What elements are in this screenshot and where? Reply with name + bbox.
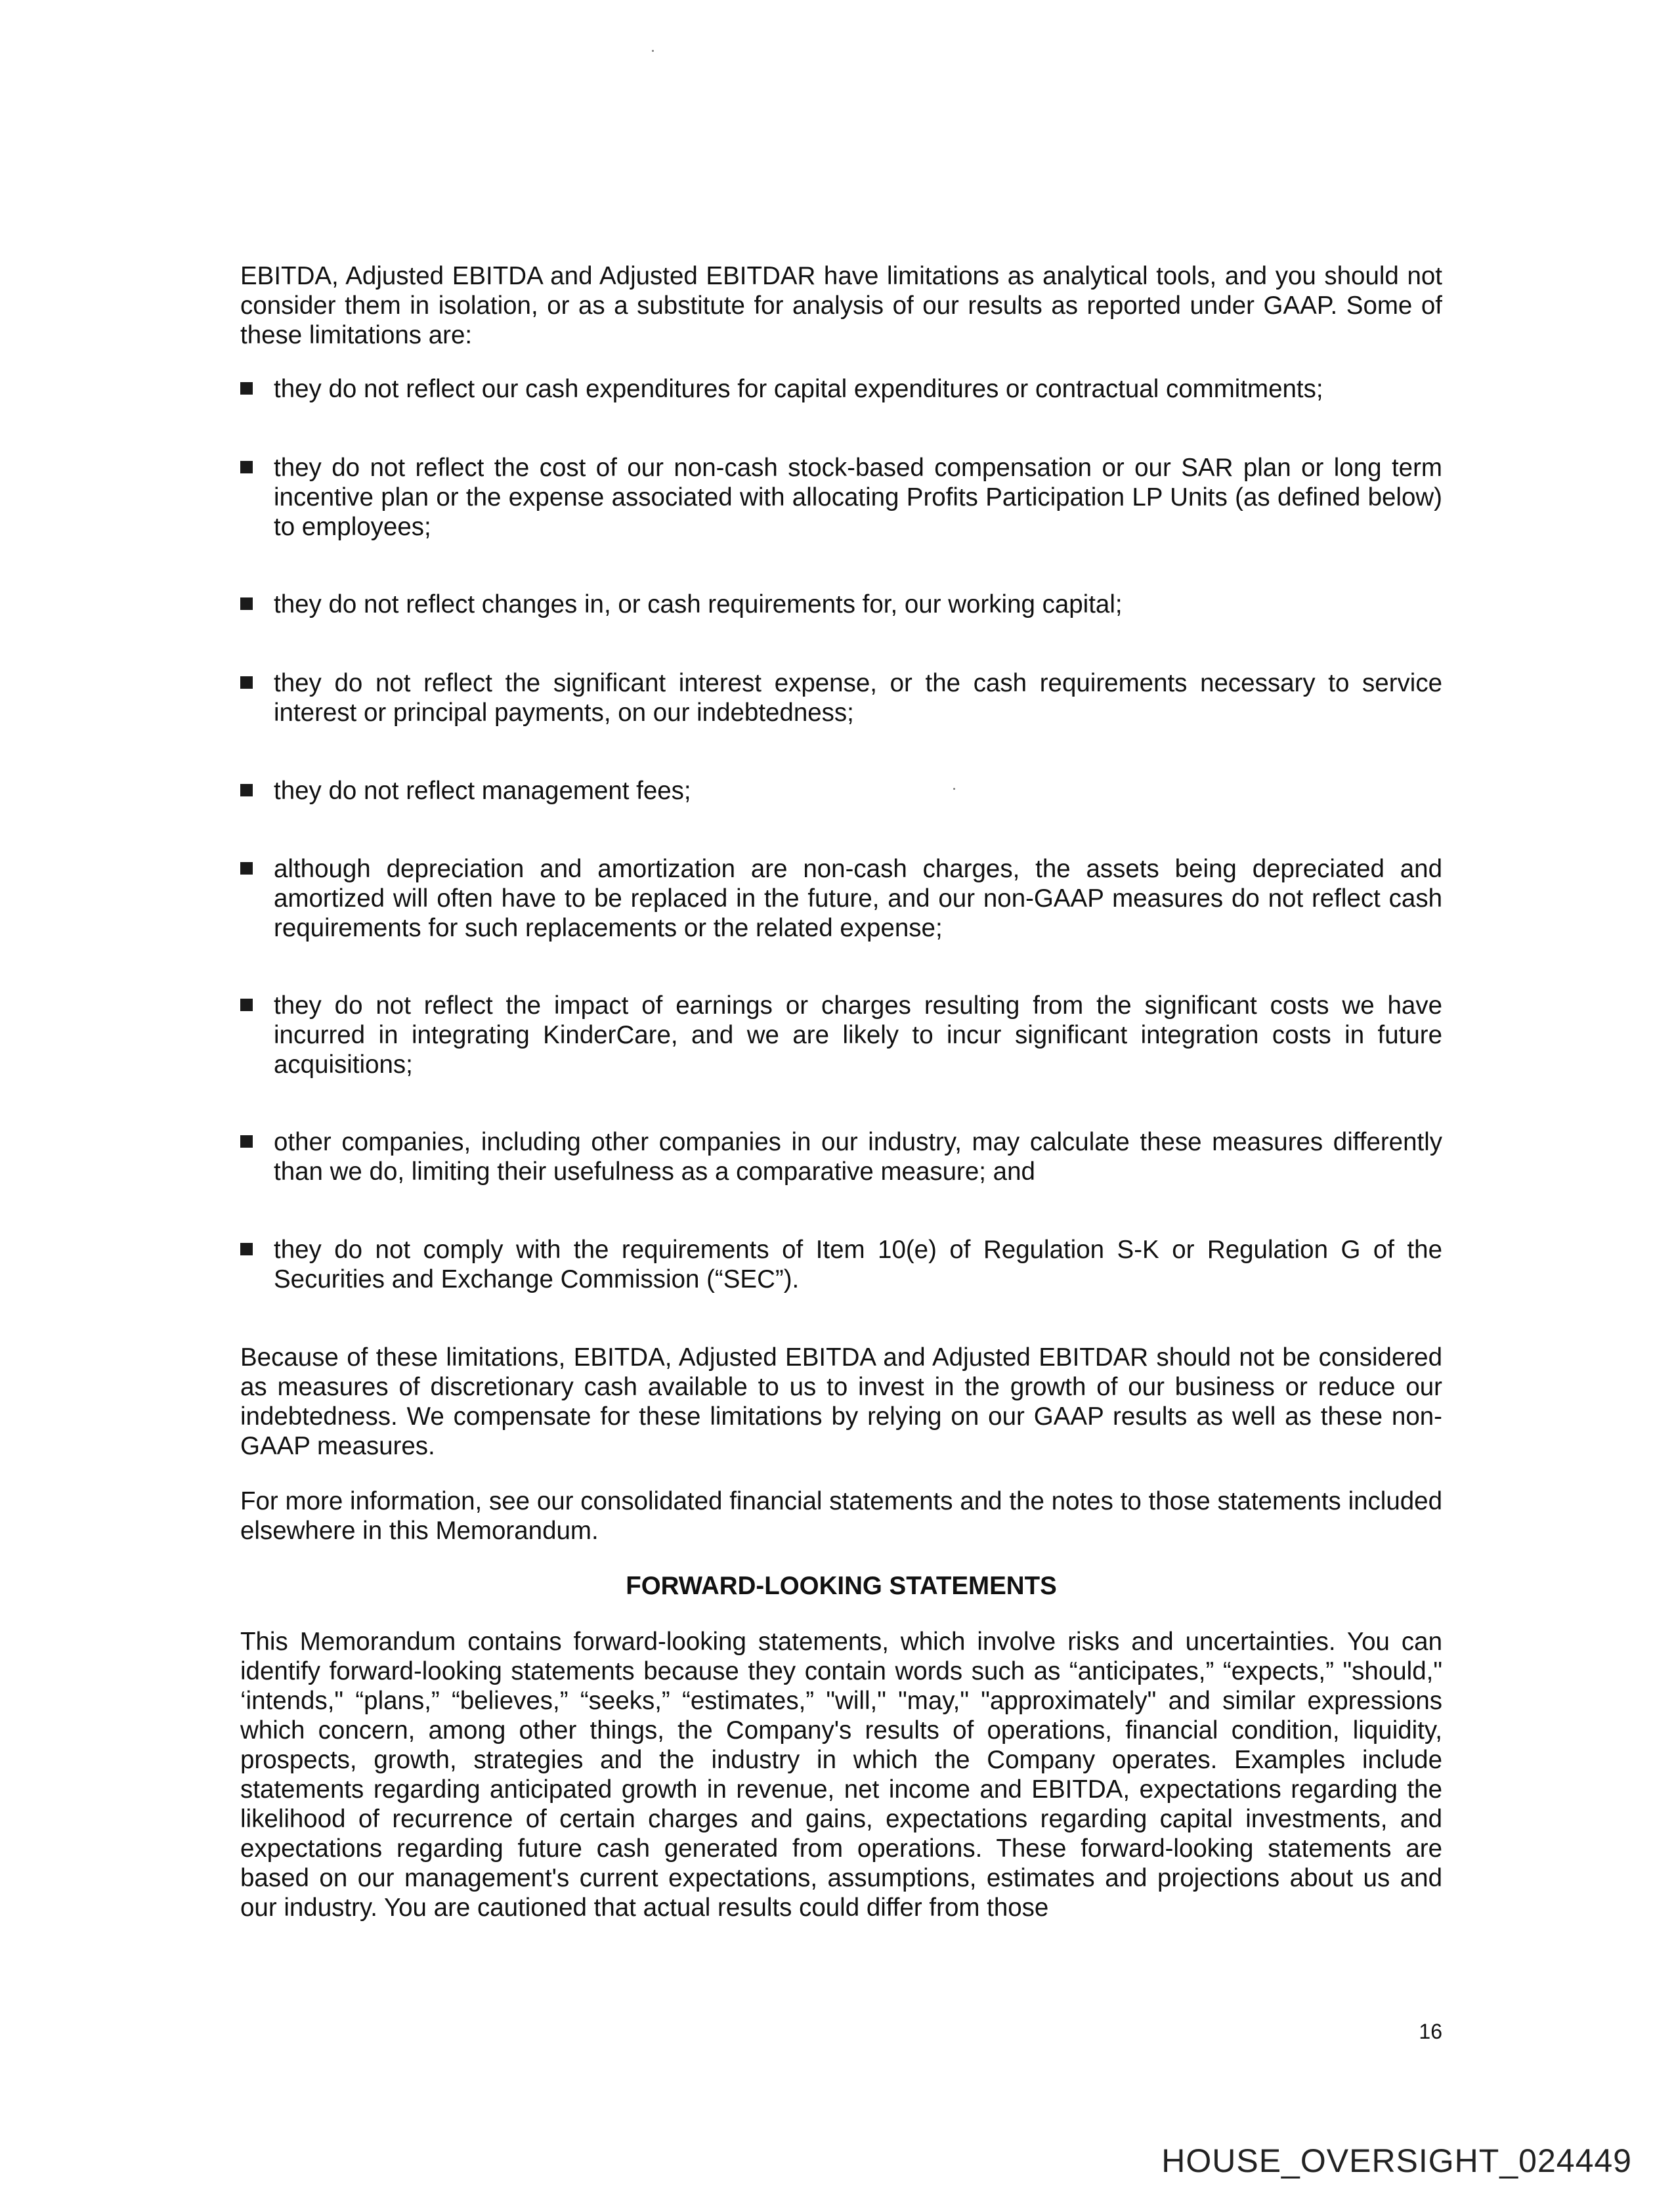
page-number: 16 xyxy=(1419,2020,1442,2043)
square-bullet-icon xyxy=(240,676,253,689)
bullet-text: they do not reflect changes in, or cash requirements for, our working capital; xyxy=(274,590,1123,618)
bullet-item xyxy=(240,776,1442,806)
bullet-item xyxy=(240,590,1442,619)
bullet-item xyxy=(240,374,1442,404)
square-bullet-icon xyxy=(240,1135,253,1148)
forward-looking-paragraph: This Memorandum contains forward-looking statements, which involve risks and uncertainties. You can identify forward-looking statements because they contain words such as “anticipates,” “expects,” "should," ‘intends," “plans,” “believes,” “seeks,” “estimates,” "will," "may," "approximately" and similar expressions which concern, among other things, the Company's results of operations, financial condition, liquidity, prospects, growth, strategies and the industry in which the Company operates. Examples include statements regarding anticipated growth in revenue, net income and EBITDA, expectations regarding the likelihood of recurrence of certain charges and gains, expectations regarding capital investments, and expectations regarding future cash generated from operations. These forward-looking statements are based on our management's current expectations, assumptions, estimates and projections about us and our industry. You are cautioned that actual results could differ from those xyxy=(240,1628,1442,1922)
bullet-item xyxy=(240,854,1442,943)
bullet-text: they do not comply with the requirements of Item 10(e) of Regulation S-K or Regulation G of the Securities and Exchange Commission (“SEC”). xyxy=(274,1236,1442,1293)
bullet-text: they do not reflect the cost of our non-cash stock-based compensation or our SAR plan or long term incentive plan or the expense associated with allocating Profits Participation LP Units (as defined below) to employees; xyxy=(274,454,1442,541)
square-bullet-icon xyxy=(240,461,253,473)
more-info-paragraph: For more information, see our consolidated financial statements and the notes to those statements included elsewhere in this Memorandum. xyxy=(240,1487,1442,1545)
bullet-text: other companies, including other companies in our industry, may calculate these measures differently than we do, limiting their usefulness as a comparative measure; and xyxy=(274,1128,1442,1186)
bullet-text: they do not reflect management fees; xyxy=(274,777,691,805)
bullet-text: they do not reflect our cash expenditures for capital expenditures or contractual commitments; xyxy=(274,375,1323,403)
square-bullet-icon xyxy=(240,999,253,1011)
square-bullet-icon xyxy=(240,784,253,796)
square-bullet-icon xyxy=(240,597,253,610)
square-bullet-icon xyxy=(240,1243,253,1255)
bullet-text: they do not reflect the impact of earnings or charges resulting from the significant costs we have incurred in integrating KinderCare, and we are likely to incur significant integration costs in future acquisitions; xyxy=(274,991,1442,1079)
bates-number: HOUSE_OVERSIGHT_024449 xyxy=(1161,2142,1632,2179)
bullet-item xyxy=(240,1235,1442,1294)
square-bullet-icon xyxy=(240,382,253,395)
bullet-text: although depreciation and amortization are non-cash charges, the assets being depreciated and amortized will often have to be replaced in the future, and our non-GAAP measures do not reflect cash requirements for such replacements or the related expense; xyxy=(274,855,1442,942)
bullet-item xyxy=(240,453,1442,542)
intro-paragraph: EBITDA, Adjusted EBITDA and Adjusted EBITDAR have limitations as analytical tools, and you should not consider them in isolation, or as a substitute for analysis of our results as reported under GAAP. Some of these limitations are: xyxy=(240,262,1442,349)
section-heading: FORWARD-LOOKING STATEMENTS xyxy=(626,1572,1057,1600)
bullet-item xyxy=(240,991,1442,1079)
because-paragraph: Because of these limitations, EBITDA, Adjusted EBITDA and Adjusted EBITDAR should not be considered as measures of discretionary cash available to us to invest in the growth of our business or reduce our indebtedness. We compensate for these limitations by relying on our GAAP results as well as these non-GAAP measures. xyxy=(240,1343,1442,1460)
square-bullet-icon xyxy=(240,862,253,875)
scan-speck xyxy=(652,50,654,52)
bullet-text: they do not reflect the significant interest expense, or the cash requirements necessary to service interest or principal payments, on our indebtedness; xyxy=(274,669,1442,727)
bullet-item xyxy=(240,668,1442,727)
bullet-item xyxy=(240,1127,1442,1186)
